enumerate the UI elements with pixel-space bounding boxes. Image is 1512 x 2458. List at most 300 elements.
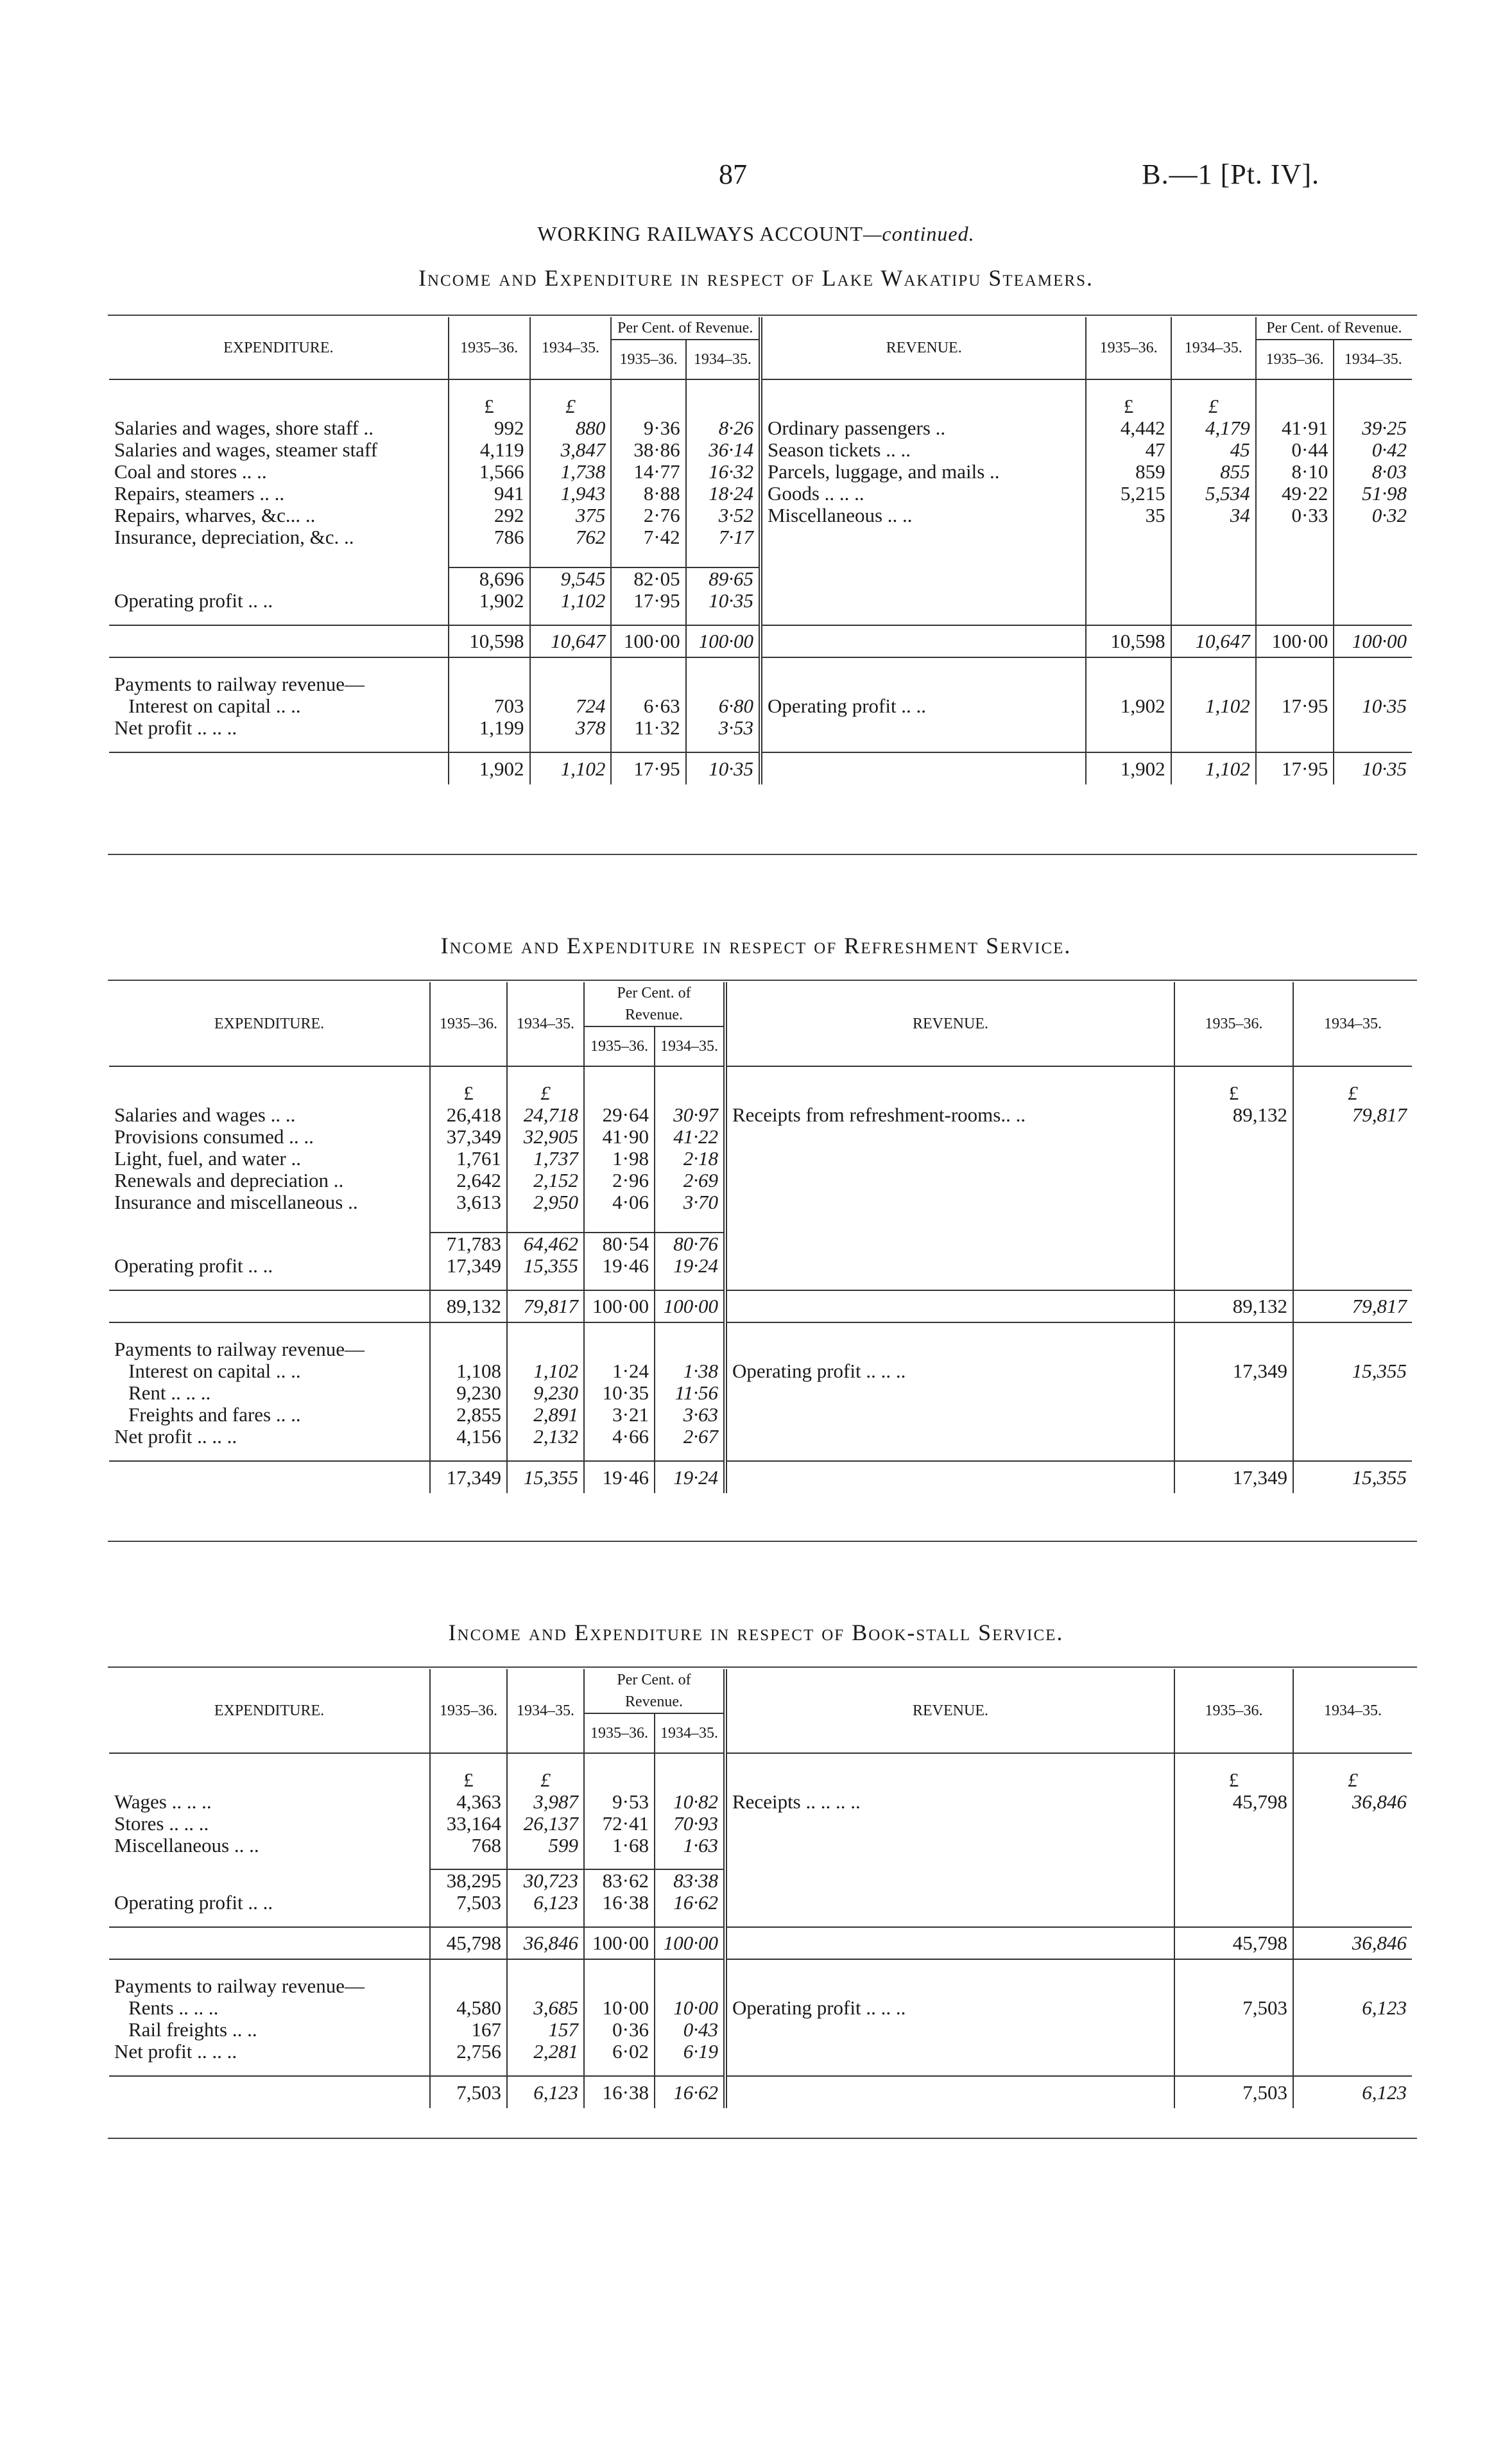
pct-1934: 3·52	[686, 505, 760, 526]
subtotal-1935: 8,696	[449, 567, 530, 590]
year-header: 1934–35.	[507, 982, 584, 1066]
value-1935: 47	[1086, 439, 1171, 461]
row-label: Net profit .. .. ..	[114, 2040, 237, 2063]
total-1934: 79,817	[507, 1290, 584, 1322]
table-row	[109, 439, 1412, 461]
exp-header: EXPENDITURE.	[214, 1016, 325, 1032]
value-1934: 1,102	[530, 590, 612, 612]
row-label: Renewals and depreciation ..	[114, 1169, 344, 1191]
value-1934: 5,534	[1171, 483, 1256, 505]
total-1935: 10,598	[449, 625, 530, 657]
total-1935: 89,132	[430, 1290, 507, 1322]
steamers-title: Income and Expenditure in respect of Lake Wakatipu Steamers.	[418, 265, 1094, 291]
total-pct-1934: 100·00	[1334, 625, 1412, 657]
total-1935: 45,798	[1174, 1927, 1293, 1959]
value-1934: 34	[1171, 505, 1256, 526]
table-row	[109, 695, 1412, 717]
total-pct-1934: 16·62	[655, 2076, 725, 2108]
steamers-top-rule	[108, 315, 1417, 316]
page-number: 87	[719, 159, 747, 190]
refreshment-title: Income and Expenditure in respect of Refreshment Service.	[440, 933, 1072, 958]
total-pct-1934: 100·00	[655, 1927, 725, 1959]
rev-header: REVENUE.	[760, 317, 1087, 379]
row-label: Operating profit .. ..	[114, 1891, 273, 1914]
rev-header: REVENUE.	[725, 982, 1174, 1066]
value-1935: 2,756	[430, 2041, 507, 2063]
value-1935: 17,349	[430, 1255, 507, 1277]
row-label: Season tickets .. ..	[760, 439, 1087, 461]
value-1935: 4,156	[430, 1426, 507, 1448]
value-1935: 7,503	[1174, 1997, 1293, 2019]
row-label: Provisions consumed .. ..	[114, 1125, 314, 1148]
total-1934: 1,102	[530, 752, 612, 784]
pct-1934: 8·03	[1334, 461, 1412, 483]
row-label: Insurance, depreciation, &c. ..	[114, 526, 354, 548]
row-label: Net profit .. .. ..	[114, 1425, 237, 1448]
total-pct-1935: 100·00	[611, 625, 685, 657]
total-1935: 7,503	[1174, 2076, 1293, 2108]
total-1935: 7,503	[430, 2076, 507, 2108]
row-label: Goods .. .. ..	[760, 483, 1087, 505]
value-1934: 378	[530, 717, 612, 739]
total-1934: 36,846	[507, 1927, 584, 1959]
subtotal-1934: 9,545	[530, 567, 612, 590]
pct-1934: 41·22	[655, 1126, 725, 1148]
value-1935: 768	[430, 1835, 507, 1856]
pct-1935: 1·98	[584, 1148, 655, 1170]
value-1935: 9,230	[430, 1382, 507, 1404]
rev-header: REVENUE.	[725, 1669, 1174, 1753]
total-pct-1934: 100·00	[655, 1290, 725, 1322]
row-label: Receipts .. .. .. ..	[725, 1791, 1174, 1813]
row-label: Operating profit .. .. ..	[725, 1360, 1174, 1382]
table-row	[109, 1835, 1412, 1856]
total-1934: 15,355	[1293, 1461, 1412, 1493]
subtotal-1935: 38,295	[430, 1869, 507, 1892]
pct-1935: 1·68	[584, 1835, 655, 1856]
pct-1934: 30·97	[655, 1104, 725, 1126]
value-1934: 855	[1171, 461, 1256, 483]
steamers-table	[109, 317, 1412, 784]
table-row	[109, 1791, 1412, 1813]
value-1934: 157	[507, 2019, 584, 2041]
value-1934: 79,817	[1293, 1104, 1412, 1126]
pound-sign: £	[1174, 1082, 1293, 1104]
value-1935: 7,503	[430, 1892, 507, 1914]
value-1934: 15,355	[507, 1255, 584, 1277]
total-1935: 89,132	[1174, 1290, 1293, 1322]
value-1934: 45	[1171, 439, 1256, 461]
payments-total-row	[109, 2076, 1412, 2108]
value-1935: 4,363	[430, 1791, 507, 1813]
value-1934: 32,905	[507, 1126, 584, 1148]
value-1935: 4,119	[449, 439, 530, 461]
row-label: Operating profit .. ..	[114, 589, 273, 612]
pct-1935: 0·33	[1256, 505, 1334, 526]
value-1934: 2,132	[507, 1426, 584, 1448]
pct-1934: 1·38	[655, 1360, 725, 1382]
pct-1934: 18·24	[686, 483, 760, 505]
value-1934: 6,123	[1293, 1997, 1412, 2019]
pct-1935: 3·21	[584, 1404, 655, 1426]
subtotal-row	[109, 1233, 1412, 1255]
table-row	[109, 483, 1412, 505]
pound-sign: £	[507, 1082, 584, 1104]
value-1935: 1,902	[1086, 695, 1171, 717]
pound-sign: £	[530, 395, 612, 417]
pct-1935: 6·02	[584, 2041, 655, 2063]
total-pct-1934: 100·00	[686, 625, 760, 657]
year-header: 1934–35.	[1334, 340, 1412, 379]
pct-1934: 3·53	[686, 717, 760, 739]
table-row	[109, 1813, 1412, 1835]
table-row	[109, 717, 1412, 739]
value-1935: 45,798	[1174, 1791, 1293, 1813]
pct-1935: 19·46	[584, 1255, 655, 1277]
pct-1935: 11·32	[611, 717, 685, 739]
row-label: Rent .. .. ..	[128, 1381, 211, 1404]
subtotal-row	[109, 567, 1412, 590]
total-1935: 1,902	[1086, 752, 1171, 784]
total-1934: 15,355	[507, 1461, 584, 1493]
pct-1935: 38·86	[611, 439, 685, 461]
year-header: 1935–36.	[1086, 317, 1171, 379]
steamers-bottom-rule	[108, 854, 1417, 855]
pound-sign: £	[449, 395, 530, 417]
pct-1934: 0·32	[1334, 505, 1412, 526]
value-1934: 2,950	[507, 1191, 584, 1213]
year-header: 1934–35.	[686, 340, 760, 379]
refreshment-bottom-rule	[108, 1541, 1417, 1542]
pct-1934: 3·63	[655, 1404, 725, 1426]
year-header: 1934–35.	[655, 1026, 725, 1066]
pct-1934: 19·24	[655, 1255, 725, 1277]
pct-1935: 2·96	[584, 1170, 655, 1191]
value-1935: 4,580	[430, 1997, 507, 2019]
table-row	[109, 505, 1412, 526]
pct-1935: 41·91	[1256, 417, 1334, 439]
row-label: Stores .. .. ..	[114, 1812, 209, 1835]
pct-1935: 10·35	[584, 1382, 655, 1404]
row-label: Net profit .. .. ..	[114, 716, 237, 739]
subtotal-pct-1935: 83·62	[584, 1869, 655, 1892]
subtotal-1934: 64,462	[507, 1233, 584, 1255]
table-row	[109, 1104, 1412, 1126]
row-label: Operating profit .. ..	[114, 1254, 273, 1277]
total-row	[109, 1290, 1412, 1322]
total-pct-1935: 100·00	[584, 1290, 655, 1322]
total-1935: 17,349	[1174, 1461, 1293, 1493]
value-1935: 703	[449, 695, 530, 717]
total-pct-1935: 100·00	[1256, 625, 1334, 657]
value-1935: 167	[430, 2019, 507, 2041]
value-1934: 2,281	[507, 2041, 584, 2063]
value-1934: 1,738	[530, 461, 612, 483]
pct-1935: 16·38	[584, 1892, 655, 1914]
total-pct-1935: 100·00	[584, 1927, 655, 1959]
year-header: 1935–36.	[430, 982, 507, 1066]
year-header: 1935–36.	[584, 1713, 655, 1753]
value-1935: 2,855	[430, 1404, 507, 1426]
pct-1935: 17·95	[611, 590, 685, 612]
exp-header: EXPENDITURE.	[223, 340, 334, 356]
year-header: 1934–35.	[507, 1669, 584, 1753]
operating-profit-row	[109, 1255, 1412, 1277]
table-row	[109, 1382, 1412, 1404]
pct-1934: 6·19	[655, 2041, 725, 2063]
row-label: Freights and fares .. ..	[128, 1403, 301, 1426]
pct-1935: 10·00	[584, 1997, 655, 2019]
pound-sign: £	[507, 1769, 584, 1791]
total-1934: 6,123	[1293, 2076, 1412, 2108]
row-label: Operating profit .. .. ..	[725, 1997, 1174, 2019]
pct-1935: 9·53	[584, 1791, 655, 1813]
subtotal-pct-1935: 80·54	[584, 1233, 655, 1255]
total-row	[109, 625, 1412, 657]
operating-profit-row	[109, 590, 1412, 612]
total-pct-1934: 19·24	[655, 1461, 725, 1493]
exp-header: EXPENDITURE.	[214, 1702, 325, 1719]
table-row	[109, 1360, 1412, 1382]
pct-1935: 9·36	[611, 417, 685, 439]
row-label: Interest on capital .. ..	[128, 1360, 301, 1382]
total-1934: 10,647	[1171, 625, 1256, 657]
table-row	[109, 1170, 1412, 1191]
subtotal-pct-1935: 82·05	[611, 567, 685, 590]
total-1934: 1,102	[1171, 752, 1256, 784]
pct-1935: 0·36	[584, 2019, 655, 2041]
row-label: Salaries and wages, shore staff ..	[114, 417, 374, 439]
pct-1935: 72·41	[584, 1813, 655, 1835]
row-label: Repairs, steamers .. ..	[114, 482, 285, 505]
pct-1935: 6·63	[611, 695, 685, 717]
pct-1935: 4·06	[584, 1191, 655, 1213]
pound-sign: £	[1293, 1769, 1412, 1791]
year-header: 1935–36.	[1256, 340, 1334, 379]
total-pct-1934: 10·35	[1334, 752, 1412, 784]
value-1934: 9,230	[507, 1382, 584, 1404]
pct-1934: 2·69	[655, 1170, 725, 1191]
pct-1935: 17·95	[1256, 695, 1334, 717]
value-1935: 1,761	[430, 1148, 507, 1170]
pct-1934: 39·25	[1334, 417, 1412, 439]
pct-1935: 8·10	[1256, 461, 1334, 483]
value-1935: 292	[449, 505, 530, 526]
value-1934: 375	[530, 505, 612, 526]
total-row	[109, 1927, 1412, 1959]
value-1934: 4,179	[1171, 417, 1256, 439]
percent-header: Per Cent. of Revenue.	[1256, 317, 1412, 340]
subtotal-row	[109, 1869, 1412, 1892]
bookstall-title: Income and Expenditure in respect of Book-stall Service.	[448, 1620, 1064, 1645]
value-1935: 35	[1086, 505, 1171, 526]
value-1934: 3,685	[507, 1997, 584, 2019]
payments-label: Payments to railway revenue—	[114, 1338, 365, 1360]
year-header: 1935–36.	[584, 1026, 655, 1066]
pound-sign: £	[430, 1082, 507, 1104]
total-1934: 10,647	[530, 625, 612, 657]
row-label: Repairs, wharves, &c... ..	[114, 504, 316, 526]
pct-1935: 4·66	[584, 1426, 655, 1448]
value-1935: 941	[449, 483, 530, 505]
table-row	[109, 1997, 1412, 2019]
pct-1934: 36·14	[686, 439, 760, 461]
value-1934: 2,891	[507, 1404, 584, 1426]
value-1935: 859	[1086, 461, 1171, 483]
bookstall-bottom-rule	[108, 2138, 1417, 2139]
value-1935: 5,215	[1086, 483, 1171, 505]
pct-1934: 10·35	[1334, 695, 1412, 717]
row-label: Receipts from refreshment-rooms.. ..	[725, 1104, 1174, 1126]
pct-1934: 10·82	[655, 1791, 725, 1813]
value-1935: 3,613	[430, 1191, 507, 1213]
pct-1934: 10·35	[686, 590, 760, 612]
value-1935: 4,442	[1086, 417, 1171, 439]
subtotal-pct-1934: 80·76	[655, 1233, 725, 1255]
value-1934: 1,102	[1171, 695, 1256, 717]
total-1935: 17,349	[430, 1461, 507, 1493]
row-label: Operating profit .. ..	[760, 695, 1087, 717]
total-1935: 10,598	[1086, 625, 1171, 657]
value-1935: 1,566	[449, 461, 530, 483]
row-label: Parcels, luggage, and mails ..	[760, 461, 1087, 483]
subtotal-1934: 30,723	[507, 1869, 584, 1892]
row-label: Light, fuel, and water ..	[114, 1147, 301, 1170]
pct-1935: 29·64	[584, 1104, 655, 1126]
total-pct-1934: 10·35	[686, 752, 760, 784]
pct-1934: 11·56	[655, 1382, 725, 1404]
percent-header: Per Cent. of Revenue.	[611, 317, 760, 340]
subtotal-pct-1934: 89·65	[686, 567, 760, 590]
document-code: B.—1 [Pt. IV].	[1142, 159, 1319, 190]
table-row	[109, 1148, 1412, 1170]
table-row	[109, 2019, 1412, 2041]
pct-1934: 0·43	[655, 2019, 725, 2041]
total-pct-1935: 17·95	[1256, 752, 1334, 784]
payments-total-row	[109, 752, 1412, 784]
value-1934: 24,718	[507, 1104, 584, 1126]
year-header: 1934–35.	[1293, 1669, 1412, 1753]
value-1935: 33,164	[430, 1813, 507, 1835]
row-label: Salaries and wages .. ..	[114, 1104, 296, 1126]
table-row	[109, 2041, 1412, 2063]
year-header: 1935–36.	[1174, 1669, 1293, 1753]
year-header: 1935–36.	[430, 1669, 507, 1753]
bookstall-top-rule	[108, 1666, 1417, 1668]
pct-1935: 8·88	[611, 483, 685, 505]
table-row	[109, 417, 1412, 439]
value-1934: 6,123	[507, 1892, 584, 1914]
operating-profit-row	[109, 1892, 1412, 1914]
pct-1934: 16·32	[686, 461, 760, 483]
value-1934: 880	[530, 417, 612, 439]
value-1935: 17,349	[1174, 1360, 1293, 1382]
value-1934: 724	[530, 695, 612, 717]
value-1935: 992	[449, 417, 530, 439]
pct-1934: 8·26	[686, 417, 760, 439]
total-pct-1935: 16·38	[584, 2076, 655, 2108]
row-label: Coal and stores .. ..	[114, 460, 267, 483]
pct-1934: 1·63	[655, 1835, 725, 1856]
pct-1934: 0·42	[1334, 439, 1412, 461]
year-header: 1935–36.	[449, 317, 530, 379]
value-1935: 1,902	[449, 590, 530, 612]
payments-label: Payments to railway revenue—	[114, 673, 365, 695]
refreshment-table	[109, 982, 1412, 1493]
total-1935: 45,798	[430, 1927, 507, 1959]
subtotal-pct-1934: 83·38	[655, 1869, 725, 1892]
table-row	[109, 461, 1412, 483]
payments-label: Payments to railway revenue—	[114, 1975, 365, 1997]
pound-sign: £	[1171, 395, 1256, 417]
value-1934: 15,355	[1293, 1360, 1412, 1382]
total-1934: 6,123	[507, 2076, 584, 2108]
percent-header: Per Cent. of Revenue.	[584, 1669, 725, 1713]
row-label: Salaries and wages, steamer staff	[114, 438, 378, 461]
percent-header: Per Cent. of Revenue.	[584, 982, 725, 1026]
pct-1934: 10·00	[655, 1997, 725, 2019]
value-1934: 599	[507, 1835, 584, 1856]
value-1934: 762	[530, 526, 612, 548]
total-pct-1935: 19·46	[584, 1461, 655, 1493]
pct-1935: 7·42	[611, 526, 685, 548]
value-1934: 2,152	[507, 1170, 584, 1191]
year-header: 1935–36.	[1174, 982, 1293, 1066]
pound-sign: £	[430, 1769, 507, 1791]
pound-sign: £	[1086, 395, 1171, 417]
value-1934: 3,847	[530, 439, 612, 461]
table-row	[109, 1191, 1412, 1213]
row-label: Miscellaneous .. ..	[114, 1834, 259, 1856]
table-row	[109, 1404, 1412, 1426]
value-1935: 26,418	[430, 1104, 507, 1126]
pct-1934: 3·70	[655, 1191, 725, 1213]
year-header: 1935–36.	[611, 340, 685, 379]
pct-1934: 51·98	[1334, 483, 1412, 505]
table-row	[109, 1426, 1412, 1448]
total-pct-1935: 17·95	[611, 752, 685, 784]
pct-1934: 2·18	[655, 1148, 725, 1170]
bookstall-table	[109, 1669, 1412, 2108]
row-label: Insurance and miscellaneous ..	[114, 1191, 358, 1213]
row-label: Miscellaneous .. ..	[760, 505, 1087, 526]
row-label: Interest on capital .. ..	[128, 695, 301, 717]
value-1934: 1,943	[530, 483, 612, 505]
payments-total-row	[109, 1461, 1412, 1493]
value-1934: 26,137	[507, 1813, 584, 1835]
running-title: WORKING RAILWAYS ACCOUNT—continued.	[537, 222, 975, 245]
row-label: Ordinary passengers ..	[760, 417, 1087, 439]
subtotal-1935: 71,783	[430, 1233, 507, 1255]
value-1934: 36,846	[1293, 1791, 1412, 1813]
total-1934: 79,817	[1293, 1290, 1412, 1322]
pct-1934: 2·67	[655, 1426, 725, 1448]
year-header: 1934–35.	[655, 1713, 725, 1753]
pct-1934: 16·62	[655, 1892, 725, 1914]
year-header: 1934–35.	[1293, 982, 1412, 1066]
pct-1935: 0·44	[1256, 439, 1334, 461]
total-1934: 36,846	[1293, 1927, 1412, 1959]
value-1934: 1,102	[507, 1360, 584, 1382]
row-label: Rents .. .. ..	[128, 1996, 219, 2019]
total-1935: 1,902	[449, 752, 530, 784]
refreshment-top-rule	[108, 980, 1417, 981]
pct-1935: 2·76	[611, 505, 685, 526]
year-header: 1934–35.	[530, 317, 612, 379]
value-1935: 786	[449, 526, 530, 548]
pct-1934: 70·93	[655, 1813, 725, 1835]
pct-1935: 49·22	[1256, 483, 1334, 505]
